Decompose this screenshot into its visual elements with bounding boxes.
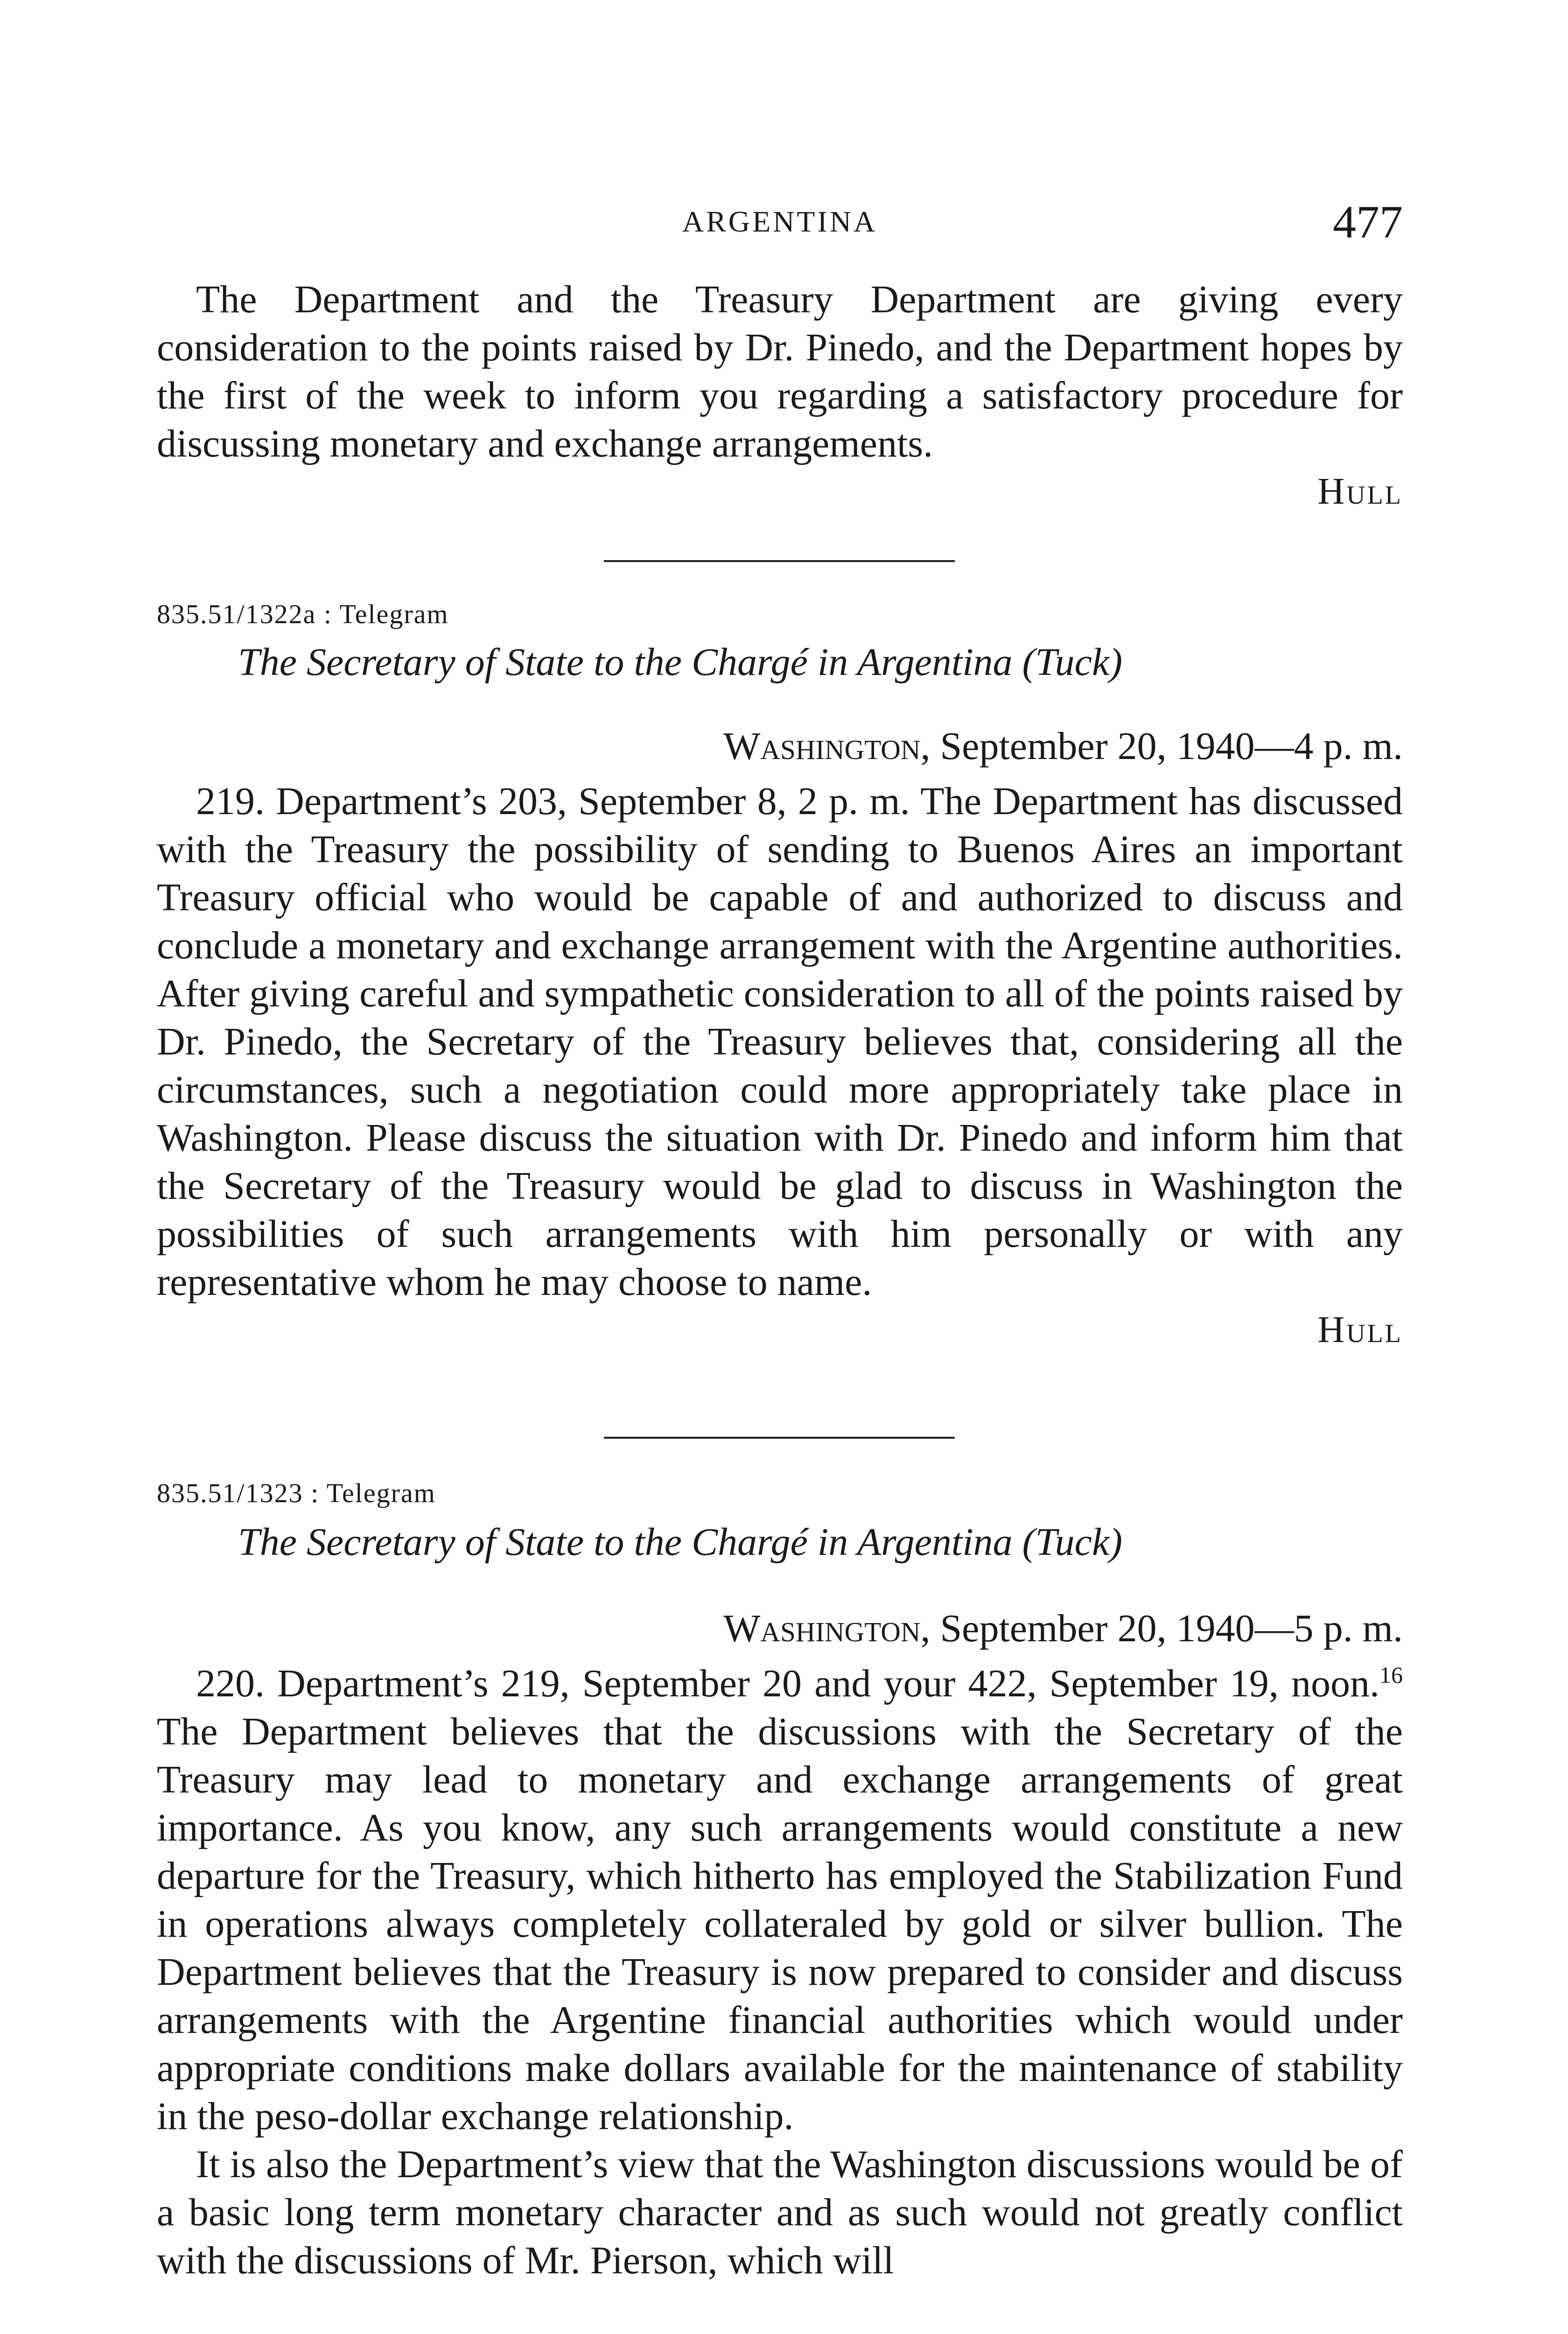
- doc1-file-ref: 835.51/1322a : Telegram: [157, 599, 449, 629]
- doc2-title: The Secretary of State to the Chargé in Argentina (Tuck): [238, 1520, 1123, 1564]
- doc1-signature: Hull: [1317, 1309, 1403, 1350]
- doc1-date: , September 20, 1940—4 p. m.: [920, 724, 1403, 768]
- page-header: [157, 195, 1403, 256]
- running-head: ARGENTINA: [682, 205, 878, 238]
- doc2-paragraph-2: It is also the Department’s view that the Washington discussions would be of a basic long term monetary character and as such would not greatly conflict with the discussions of Mr. Pierson, which will: [157, 2143, 1403, 2282]
- doc2-paragraph-1: [157, 1659, 1403, 2140]
- doc1-body: [157, 777, 1403, 1351]
- doc2-para1-start: 220. Department’s 219, September 20 and your 422, September 19, noon.: [196, 1662, 1379, 1705]
- page-number: 477: [1333, 196, 1403, 248]
- footnote-ref: 16: [1379, 1662, 1403, 1688]
- doc2-date: , September 20, 1940—5 p. m.: [920, 1607, 1403, 1650]
- doc2-file-ref: 835.51/1323 : Telegram: [157, 1478, 436, 1508]
- doc1-paragraph: 219. Department’s 203, September 8, 2 p. m. The Department has discussed with the Treasury the possibility of sending to Buenos Aires an important Treasury official who would be capable of and authorized to discuss and conclude a monetary and exchange arrangement with the Argentine authorities. After giving careful and sympathetic consideration to all of the points raised by Dr. Pinedo, the Secretary of the Treasury believes that, considering all the circumstances, such a negotiation could more appropriately take place in Washington. Please discuss the situation with Dr. Pinedo and inform him that the Secretary of the Treasury would be glad to discuss in Washington the possibilities of such arrangements with him personally or with any representative whom he may choose to name.: [157, 780, 1403, 1304]
- doc2-para1-rest: The Department believes that the discussions with the Secretary of the Treasury may lead to monetary and exchange arrangements of great importance. As you know, any such arrangements would constitute a new departure for the Treasury, which hitherto has employed the Stabilization Fund in operations always completely collateraled by gold or silver bullion. The Department believes that the Treasury is now prepared to consider and discuss arrangements with the Argentine financial authorities which would under appropriate conditions make dollars available for the maintenance of stability in the peso-dollar exchange relationship.: [157, 1710, 1403, 2138]
- doc2-dateline: [723, 1606, 1403, 1651]
- doc2-body: [157, 1659, 1403, 2285]
- doc1-place: Washington: [723, 724, 921, 768]
- intro-section: [157, 275, 1403, 513]
- doc1-dateline: [723, 724, 1403, 769]
- doc2-place: Washington: [723, 1607, 921, 1650]
- section-divider: [604, 560, 955, 562]
- intro-paragraph: The Department and the Treasury Department are giving every consideration to the points raised by Dr. Pinedo, and the Department hopes by the first of the week to inform you regarding a satisfactory procedure for discussing monetary and exchange arrangements.: [157, 278, 1403, 465]
- section-divider: [604, 1437, 955, 1439]
- intro-signature: Hull: [1317, 471, 1403, 512]
- doc1-title: The Secretary of State to the Chargé in Argentina (Tuck): [238, 640, 1123, 684]
